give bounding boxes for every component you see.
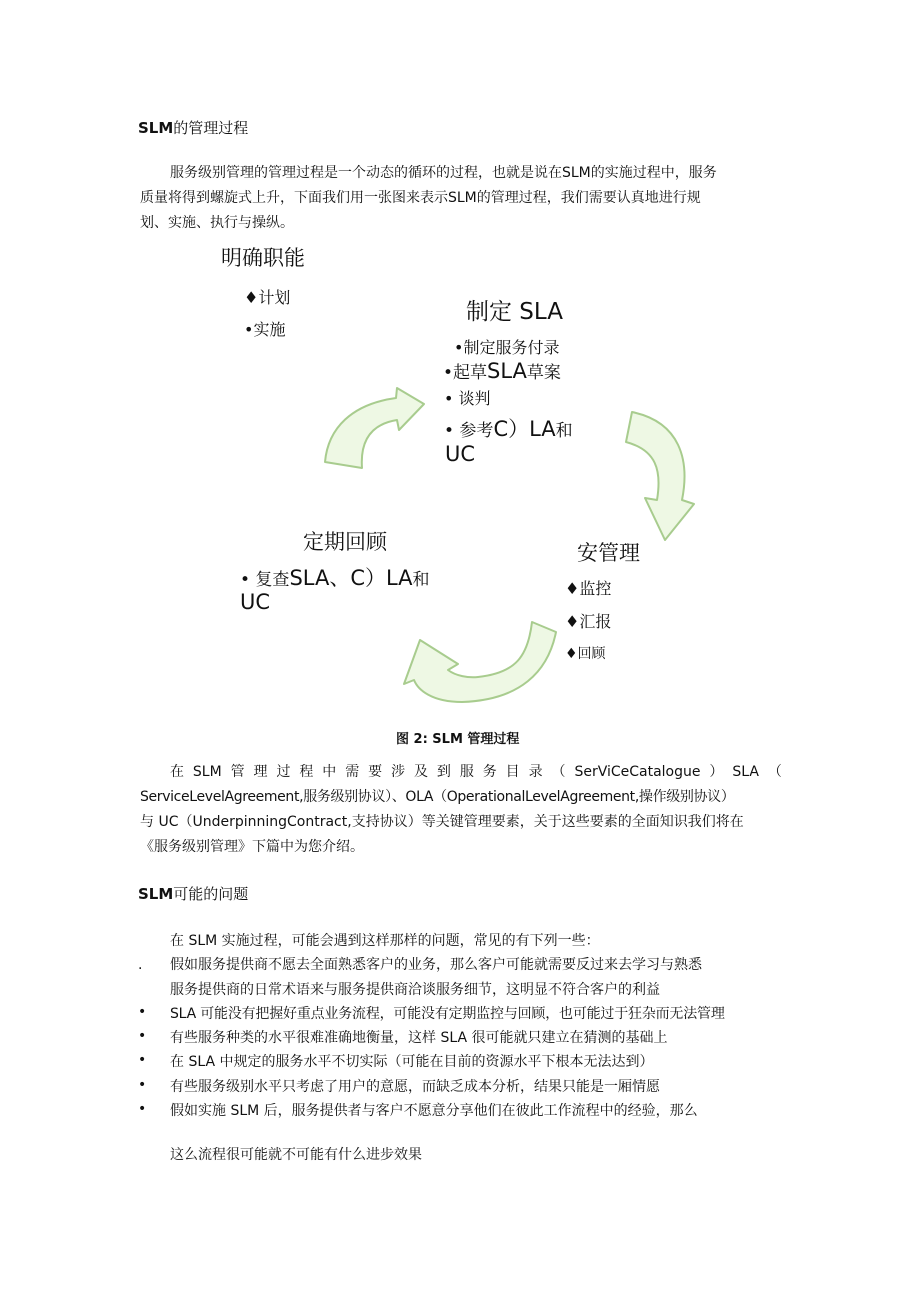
intro-line-1: 服务级别管理的管理过程是一个动态的循环的过程，也就是说在SLM的实施过程中，服务 bbox=[170, 165, 717, 181]
para2-line1-word: 要 bbox=[368, 764, 383, 780]
reference-post: 和 bbox=[555, 421, 573, 441]
problem-item-6: 假如实施 SLM 后，服务提供者与客户不愿意分享他们在彼此工作流程中的经验，那么 bbox=[170, 1103, 698, 1119]
define-item-reference bbox=[444, 413, 573, 443]
arrow-upper-right bbox=[626, 412, 694, 540]
para2-line1-word: 过 bbox=[276, 764, 291, 780]
problem-bullet-5: • bbox=[138, 1077, 147, 1093]
clarify-item-implement: •实施 bbox=[244, 320, 286, 339]
para2-line-4: 《服务级别管理》下篇中为您介绍。 bbox=[140, 839, 364, 855]
para2-line1-word: （ bbox=[551, 764, 566, 780]
problem-item-5: 有些服务级别水平只考虑了用户的意愿，而缺乏成本分析，结果只能是一厢情愿 bbox=[170, 1079, 660, 1095]
manage-item-monitor: ♦监控 bbox=[565, 579, 612, 598]
manage-item-report: ♦汇报 bbox=[565, 612, 612, 631]
clarify-title: 明确职能 bbox=[221, 246, 305, 270]
para2-line1-word: SerViCeCatalogue bbox=[574, 764, 701, 780]
para2-line-3: 与 UC（UnderpinningContract,支持协议）等关键管理要素，关于这些要素的全面知识我们将在 bbox=[140, 814, 744, 830]
para2-line1-word: 服 bbox=[459, 764, 474, 780]
problem-item-4: 在 SLA 中规定的服务水平不切实际（可能在目前的资源水平下根本无法达到） bbox=[170, 1054, 654, 1070]
recheck-post: 和 bbox=[412, 570, 430, 590]
define-sla-title: 制定 SLA bbox=[466, 299, 563, 325]
arrow-bottom bbox=[404, 622, 556, 702]
para2-line1-word: SLM bbox=[192, 764, 222, 780]
problem-bullet-1: . bbox=[138, 957, 143, 973]
para2-line1-word: 涉 bbox=[391, 764, 406, 780]
problem-item-1-cont: 服务提供商的日常术语来与服务提供商洽谈服务细节，这明显不符合客户的利益 bbox=[170, 982, 660, 998]
clarify-item-plan: ♦计划 bbox=[244, 288, 291, 307]
para2-line1-word: 管 bbox=[230, 764, 245, 780]
heading-latin: SLM bbox=[138, 885, 174, 903]
para2-line1-word: SLA bbox=[732, 764, 759, 780]
para2-line1-word: （ bbox=[767, 764, 782, 780]
define-item-reference-cont: UC bbox=[445, 442, 476, 466]
para2-line1-word: 录 bbox=[528, 764, 543, 780]
para2-line1-word: 程 bbox=[299, 764, 314, 780]
heading-cn: 可能的问题 bbox=[173, 885, 249, 903]
problem-bullet-3: • bbox=[138, 1028, 147, 1044]
problem-bullet-6: • bbox=[138, 1101, 147, 1117]
recheck-pre: • 复查 bbox=[240, 570, 290, 590]
para2-line1-word: 需 bbox=[345, 764, 360, 780]
heading-cn: 的管理过程 bbox=[173, 119, 249, 137]
intro-line-3: 划、实施、执行与操纵。 bbox=[140, 215, 294, 231]
reference-pre: • 参考 bbox=[444, 421, 494, 441]
figure-caption: 图 2: SLM 管理过程 bbox=[396, 732, 520, 747]
heading-latin: SLM bbox=[138, 119, 174, 137]
para2-line-1 bbox=[170, 760, 782, 785]
reference-ola: C）LA bbox=[493, 417, 556, 441]
problem-item-2: SLA 可能没有把握好重点业务流程，可能没有定期监控与回顾，也可能过于狂杂而无法管理 bbox=[170, 1006, 725, 1022]
problem-bullet-2: • bbox=[138, 1004, 147, 1020]
problems-intro: 在 SLM 实施过程，可能会遇到这样那样的问题，常见的有下列一些： bbox=[170, 933, 600, 949]
problem-item-3: 有些服务种类的水平很难准确地衡量，这样 SLA 很可能就只建立在猜测的基础上 bbox=[170, 1030, 668, 1046]
para2-line1-word: 到 bbox=[436, 764, 451, 780]
para2-line1-word: 中 bbox=[322, 764, 337, 780]
review-item-recheck-cont: UC bbox=[240, 590, 271, 614]
review-item-recheck bbox=[240, 562, 430, 592]
para2-line1-word: 理 bbox=[253, 764, 268, 780]
para2-line1-word: 及 bbox=[413, 764, 428, 780]
para2-line-2: ServiceLevelAgreement,服务级别协议）、OLA（OperationalLevelAgreement,操作级别协议） bbox=[140, 789, 735, 805]
para2-line1-word: 务 bbox=[482, 764, 497, 780]
para2-line1-word: 在 bbox=[170, 764, 184, 780]
para2-line1-word: 目 bbox=[505, 764, 520, 780]
review-title: 定期回顾 bbox=[303, 530, 387, 554]
manage-item-review: ♦回顾 bbox=[565, 646, 606, 662]
define-item-negotiate: • 谈判 bbox=[444, 389, 491, 408]
define-item-draft bbox=[443, 358, 561, 383]
define-item-catalog: •制定服务付录 bbox=[454, 338, 560, 357]
recheck-agreements: SLA、C）LA bbox=[289, 566, 413, 590]
draft-post: 草案 bbox=[526, 363, 561, 383]
intro-line-2: 质量将得到螺旋式上升，下面我们用一张图来表示SLM的管理过程，我们需要认真地进行规 bbox=[140, 190, 701, 206]
section-heading-problems bbox=[138, 883, 248, 904]
para2-line1-word: ） bbox=[709, 764, 724, 780]
problem-bullet-4: • bbox=[138, 1052, 147, 1068]
draft-sla: SLA bbox=[487, 359, 527, 383]
problem-item-1: 假如服务提供商不愿去全面熟悉客户的业务，那么客户可能就需要反过来去学习与熟悉 bbox=[170, 957, 702, 973]
arrow-upper-left bbox=[325, 388, 424, 468]
draft-pre: •起草 bbox=[443, 363, 488, 383]
manage-title: 安管理 bbox=[577, 541, 640, 565]
problems-tail: 这么流程很可能就不可能有什么进步效果 bbox=[170, 1147, 422, 1163]
